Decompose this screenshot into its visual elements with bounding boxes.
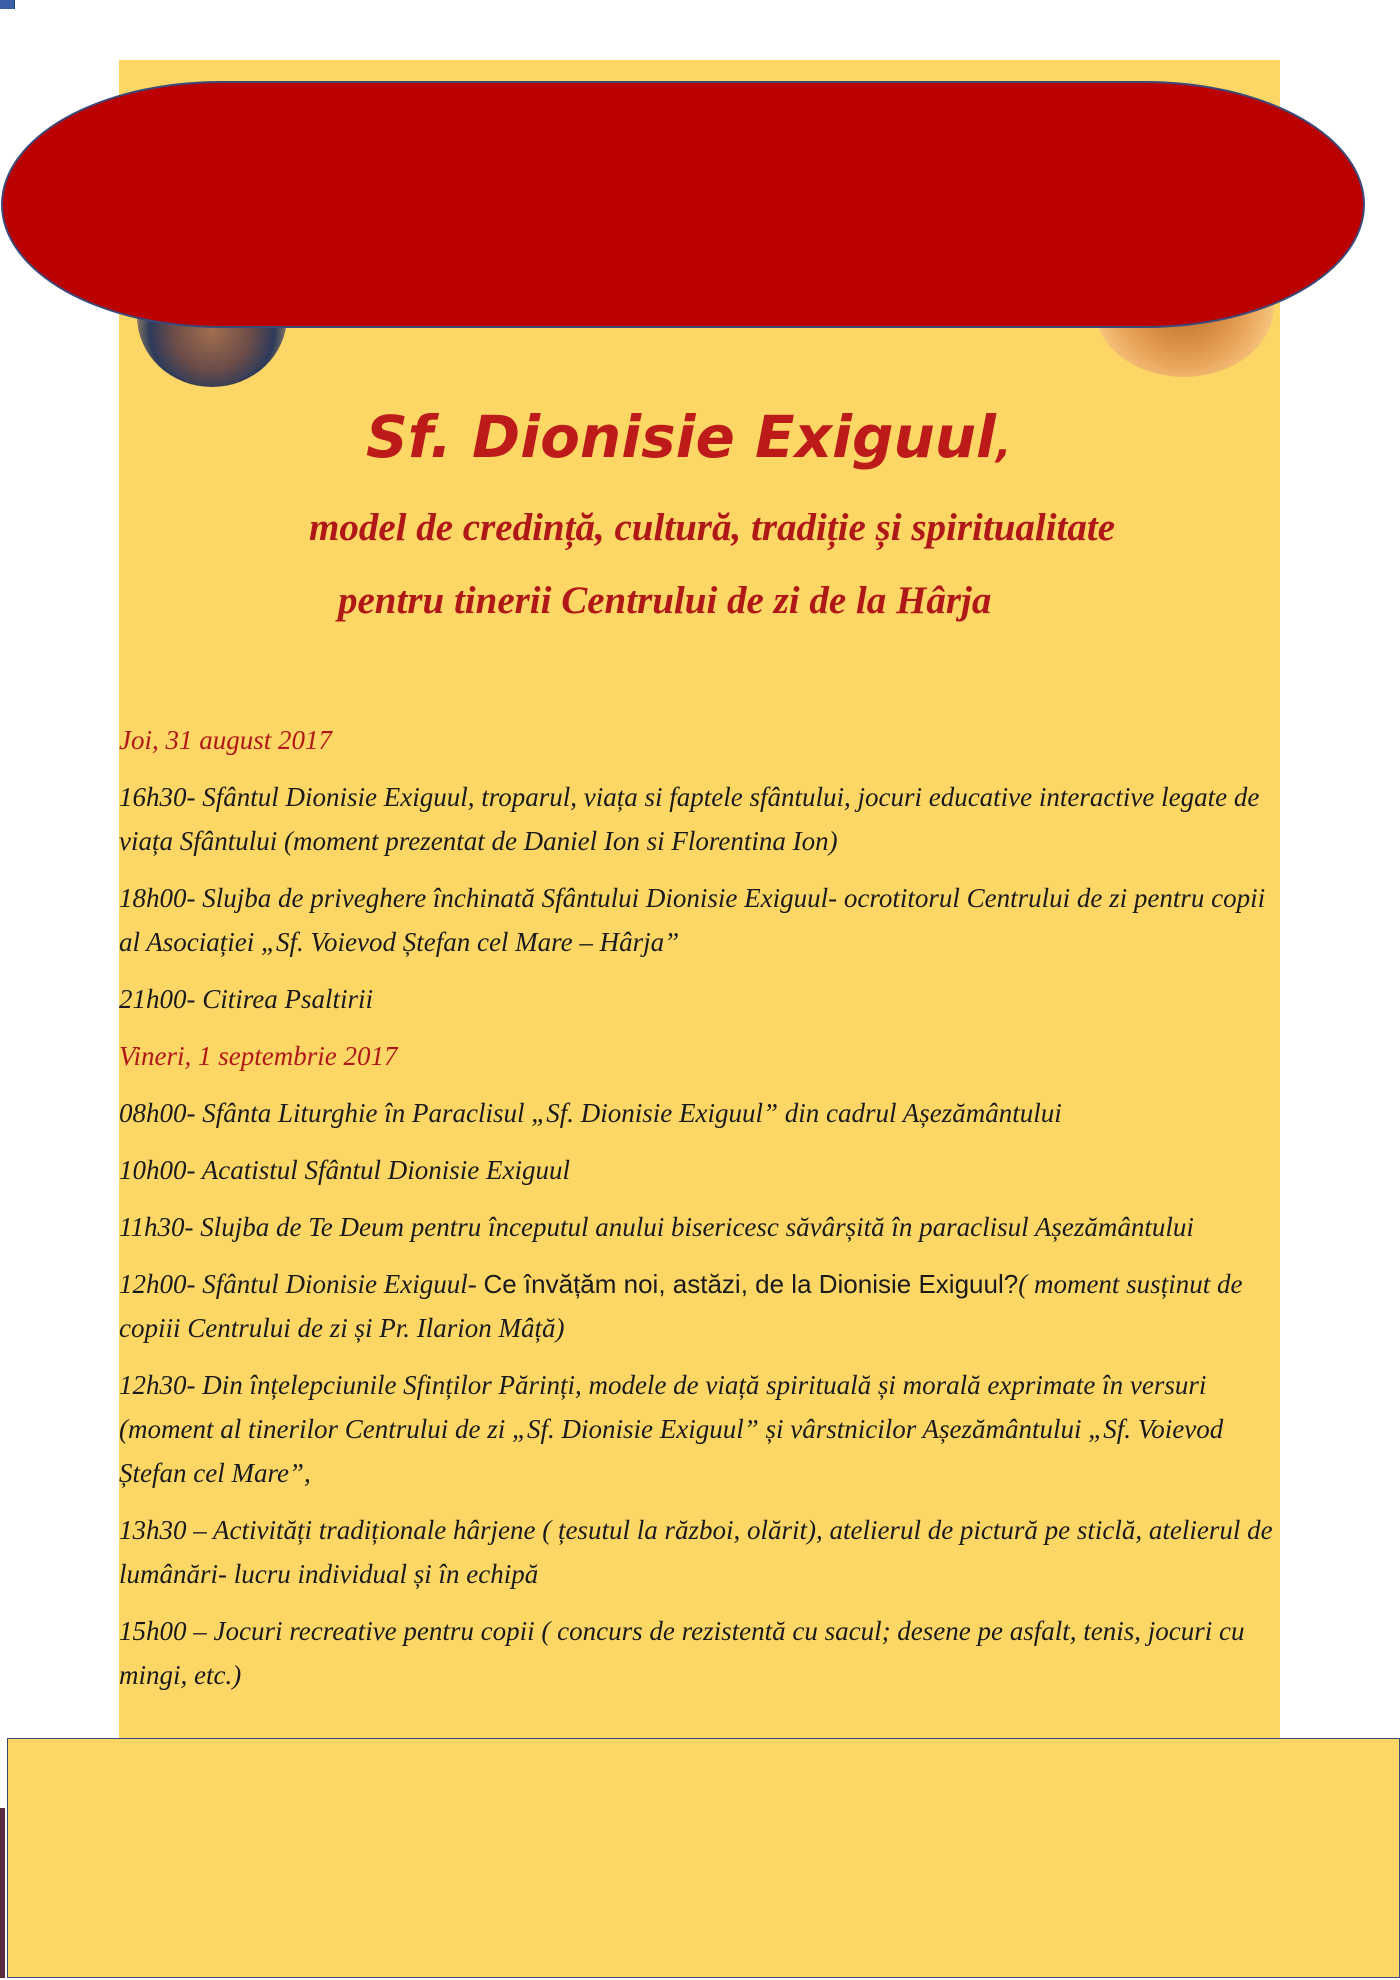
schedule-entry <box>119 1262 1280 1350</box>
entry-suffix: ( moment susținut de copiii Centrului de zi și Pr. Ilarion Mâță) <box>119 1269 1243 1343</box>
subtitle-line-1: model de credință, cultură, tradiție și spiritualitate <box>309 506 1116 549</box>
bottom-left-edge-line <box>0 1808 5 1978</box>
schedule-entry: 18h00- Slujba de priveghere închinată Sfântului Dionisie Exiguul- ocrotitorul Centrului de zi pentru copii al Asociației „Sf. Voievod Ștefan cel Mare – Hârja” <box>119 883 1266 957</box>
schedule-entry: 13h30 – Activități tradiționale hârjene ( țesutul la război, olărit), atelierul de pictură pe sticlă, atelierul de lumânări- lucru individual și în echipă <box>119 1515 1273 1589</box>
day-heading-friday: Vineri, 1 septembrie 2017 <box>119 1041 398 1071</box>
bottom-yellow-box <box>7 1738 1400 1978</box>
page-title <box>366 403 1012 471</box>
day-heading-thursday: Joi, 31 august 2017 <box>119 725 332 755</box>
entry-prefix: 12h00- Sfântul Dionisie Exiguul- <box>119 1269 484 1299</box>
title-text: Sf. Dionisie Exiguul <box>366 403 996 471</box>
schedule-entry: 08h00- Sfânta Liturghie în Paraclisul „Sf. Dionisie Exiguul” din cadrul Așezământului <box>119 1098 1062 1128</box>
red-oval-banner <box>1 81 1365 328</box>
corner-marker <box>0 0 15 9</box>
event-schedule <box>119 718 1280 1710</box>
schedule-entry: 11h30- Slujba de Te Deum pentru începutul anului bisericesc săvârșită în paraclisul Așezământului <box>119 1212 1194 1242</box>
title-comma: , <box>995 421 1012 467</box>
entry-highlight-question: Ce învățăm noi, astăzi, de la Dionisie Exiguul? <box>483 1269 1019 1299</box>
schedule-entry: 15h00 – Jocuri recreative pentru copii ( concurs de rezistentă cu sacul; desene pe asfalt, tenis, jocuri cu mingi, etc.) <box>119 1616 1245 1690</box>
schedule-entry: 16h30- Sfântul Dionisie Exiguul, troparul, viața si faptele sfântului, jocuri educative interactive legate de viața Sfântului (moment prezentat de Daniel Ion si Florentina Ion) <box>119 782 1260 856</box>
schedule-entry: 12h30- Din înțelepciunile Sfinților Părinți, modele de viață spirituală și morală exprimate în versuri (moment al tinerilor Centrului de zi „Sf. Dionisie Exiguul” și vârstnicilor Așezământului „Sf. Voievod Ștefan cel Mare”, <box>119 1370 1224 1488</box>
schedule-entry: 10h00- Acatistul Sfântul Dionisie Exiguul <box>119 1155 570 1185</box>
subtitle-line-2: pentru tinerii Centrului de zi de la Hârja <box>338 579 992 622</box>
schedule-entry: 21h00- Citirea Psaltirii <box>119 984 374 1014</box>
